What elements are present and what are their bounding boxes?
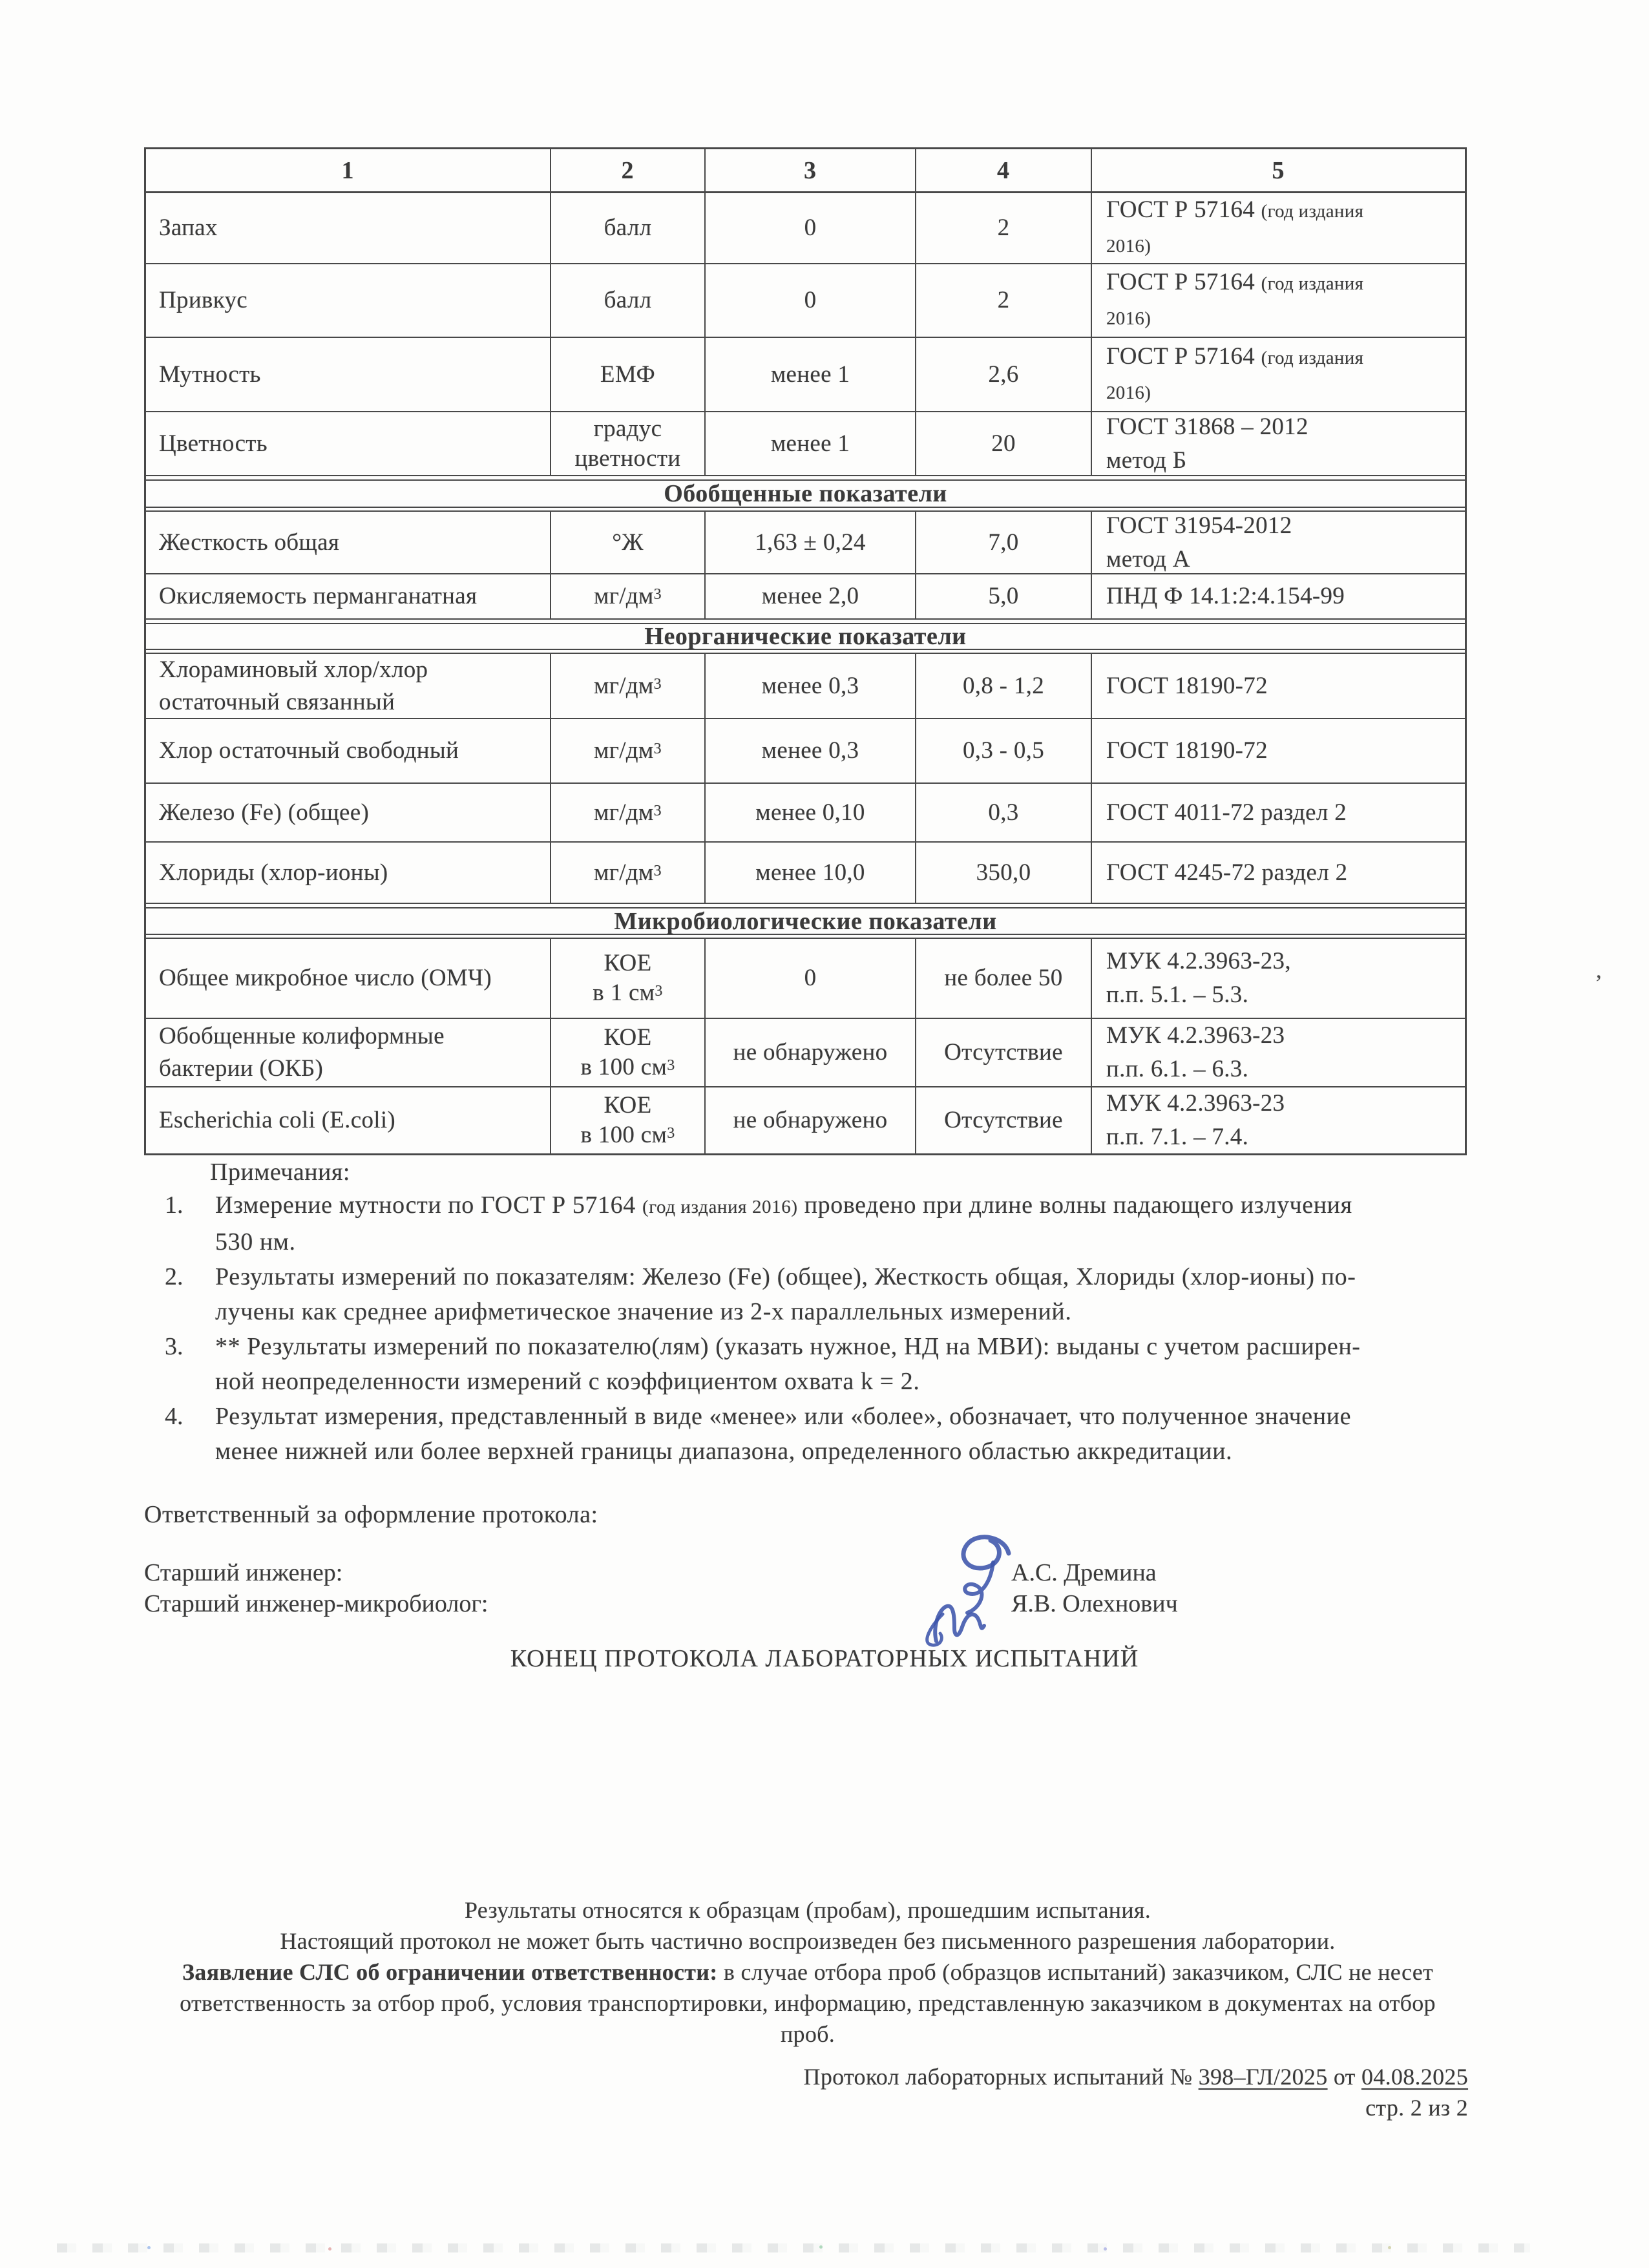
footer-line: ответственность за отбор проб, условия транспортировки, информацию, представленную заказчиком в документах на отбор bbox=[180, 1990, 1436, 2016]
cell-norm: 0,8 - 1,2 bbox=[916, 654, 1092, 718]
cell-result: не обнаружено bbox=[706, 1019, 916, 1086]
parameter-line: Запах bbox=[159, 215, 218, 241]
method-line: ГОСТ 4245-72 раздел 2 bbox=[1106, 859, 1348, 886]
cell-method bbox=[1092, 338, 1465, 411]
cell-method bbox=[1092, 784, 1465, 841]
cell-unit bbox=[551, 784, 706, 841]
parameter-line: Хлораминовый хлор/хлор bbox=[159, 656, 428, 683]
parameter-line: Жесткость общая bbox=[159, 529, 340, 556]
cell-result: менее 10,0 bbox=[706, 843, 916, 903]
table-row bbox=[146, 264, 1465, 338]
cell-method bbox=[1092, 1019, 1465, 1086]
unit-line: $мг/дм^3$ bbox=[594, 583, 662, 609]
cell-norm: 5,0 bbox=[916, 574, 1092, 618]
note-item bbox=[165, 1188, 1509, 1259]
cell-result: менее 0,3 bbox=[706, 719, 916, 782]
method-line: метод А bbox=[1106, 545, 1190, 572]
unit-line: $мг/дм^3$ bbox=[594, 672, 662, 699]
unit-line: в 100 $см^3$ bbox=[580, 1122, 675, 1148]
header-cell: 1 bbox=[146, 149, 551, 191]
cell-norm: Отсутствие bbox=[916, 1087, 1092, 1153]
signer-role: Старший инженер: bbox=[144, 1559, 343, 1586]
note-line: ** Результаты измерений по показателю(лям) (указать нужное, НД на МВИ): выданы с учетом расширен- bbox=[215, 1333, 1361, 1360]
method-line: ГОСТ Р 57164 (год издания bbox=[1106, 269, 1364, 295]
method-line: ГОСТ Р 57164 (год издания bbox=[1106, 342, 1364, 370]
unit-line: КОЕ bbox=[604, 1024, 652, 1051]
note-item bbox=[165, 1399, 1509, 1469]
unit-line: цветности bbox=[574, 445, 681, 472]
method-line: ГОСТ 4011-72 раздел 2 bbox=[1106, 799, 1347, 826]
note-line: Результат измерения, представленный в виде «менее» или «более», обозначает, что полученное значение bbox=[215, 1403, 1352, 1430]
parameter-line: Общее микробное число (ОМЧ) bbox=[159, 965, 492, 991]
cell-unit bbox=[551, 939, 706, 1018]
method-line: МУК 4.2.3963-23, bbox=[1106, 948, 1291, 974]
cell-unit bbox=[551, 843, 706, 903]
note-number: 4. bbox=[165, 1403, 184, 1430]
method-line: 2016) bbox=[1106, 382, 1151, 403]
unit-line: $мг/дм^3$ bbox=[594, 799, 662, 826]
note-number: 1. bbox=[165, 1192, 184, 1219]
end-of-protocol-line: КОНЕЦ ПРОТОКОЛА ЛАБОРАТОРНЫХ ИСПЫТАНИЙ bbox=[510, 1645, 1139, 1672]
method-line: МУК 4.2.3963-23 bbox=[1106, 1090, 1285, 1117]
cell-method bbox=[1092, 843, 1465, 903]
table-row bbox=[146, 510, 1465, 574]
cell-parameter bbox=[146, 654, 551, 718]
header-cell: 2 bbox=[551, 149, 706, 191]
responsible-line: Ответственный за оформление протокола: bbox=[144, 1501, 598, 1528]
method-line: ПНД Ф 14.1:2:4.154-99 bbox=[1106, 583, 1345, 609]
section-title-row: Обобщенные показатели bbox=[146, 479, 1465, 508]
parameter-line: Хлориды (хлор-ионы) bbox=[159, 859, 388, 886]
method-line: ГОСТ 18190-72 bbox=[1106, 737, 1268, 764]
method-line: п.п. 5.1. – 5.3. bbox=[1106, 982, 1249, 1008]
table-row bbox=[146, 412, 1465, 476]
cell-parameter bbox=[146, 193, 551, 263]
cell-parameter bbox=[146, 784, 551, 841]
signer-row bbox=[144, 1557, 1501, 1588]
cell-parameter bbox=[146, 574, 551, 618]
cell-method bbox=[1092, 574, 1465, 618]
method-line: метод Б bbox=[1106, 446, 1187, 474]
table-row bbox=[146, 653, 1465, 719]
table-row bbox=[146, 338, 1465, 412]
cell-result: 0 bbox=[706, 939, 916, 1018]
cell-norm: 350,0 bbox=[916, 843, 1092, 903]
method-line: МУК 4.2.3963-23 bbox=[1106, 1022, 1285, 1049]
header-cell: 4 bbox=[916, 149, 1092, 191]
protocol-number-line: Протокол лабораторных испытаний № 398–ГЛ/2025 от 04.08.2025 bbox=[803, 2064, 1468, 2090]
notes-label: Примечания: bbox=[210, 1159, 350, 1186]
scanner-edge-artifact bbox=[57, 2243, 1530, 2252]
cell-unit bbox=[551, 1019, 706, 1086]
table-row bbox=[146, 193, 1465, 264]
parameter-line: Мутность bbox=[159, 361, 261, 388]
method-line: п.п. 7.1. – 7.4. bbox=[1106, 1124, 1249, 1150]
note-item bbox=[165, 1329, 1509, 1399]
note-item bbox=[165, 1259, 1509, 1329]
parameter-line: Escherichia coli (E.coli) bbox=[159, 1107, 396, 1133]
method-line: ГОСТ Р 57164 (год издания bbox=[1106, 196, 1364, 223]
cell-parameter bbox=[146, 264, 551, 337]
table-row bbox=[146, 938, 1465, 1019]
cell-result: не обнаружено bbox=[706, 1087, 916, 1153]
parameter-line: Цветность bbox=[159, 430, 268, 457]
footer-block bbox=[65, 1895, 1551, 2123]
cell-method bbox=[1092, 719, 1465, 782]
signer-name: Я.В. Олехнович bbox=[1011, 1590, 1178, 1617]
parameter-line: Окисляемость перманганатная bbox=[159, 583, 478, 609]
unit-line: °Ж bbox=[612, 529, 644, 556]
cell-norm: 0,3 bbox=[916, 784, 1092, 841]
cell-unit bbox=[551, 1087, 706, 1153]
cell-result: менее 1 bbox=[706, 338, 916, 411]
table-row bbox=[146, 843, 1465, 904]
footer-line: проб. bbox=[780, 2021, 835, 2047]
method-line: ГОСТ 31954-2012 bbox=[1106, 512, 1292, 539]
cell-method bbox=[1092, 939, 1465, 1018]
note-line: 530 нм. bbox=[215, 1228, 296, 1255]
cell-parameter bbox=[146, 412, 551, 475]
unit-line: балл bbox=[604, 287, 652, 313]
signers-block bbox=[144, 1557, 1501, 1619]
handwritten-signature bbox=[895, 1530, 1037, 1650]
table-row bbox=[146, 1087, 1465, 1153]
table-row bbox=[146, 574, 1465, 620]
section-title-row: Микробиологические показатели bbox=[146, 907, 1465, 935]
cell-norm: Отсутствие bbox=[916, 1019, 1092, 1086]
cell-result: менее 0,10 bbox=[706, 784, 916, 841]
cell-norm: 20 bbox=[916, 412, 1092, 475]
cell-unit bbox=[551, 719, 706, 782]
unit-line: в 100 $см^3$ bbox=[580, 1054, 675, 1080]
header-cell: 3 bbox=[706, 149, 916, 191]
table-row bbox=[146, 784, 1465, 843]
parameter-line: Железо (Fe) (общее) bbox=[159, 799, 370, 826]
note-line: Результаты измерений по показателям: Железо (Fe) (общее), Жесткость общая, Хлориды (хлор-ионы) по- bbox=[215, 1263, 1356, 1290]
cell-parameter bbox=[146, 338, 551, 411]
header-cell: 5 bbox=[1272, 156, 1285, 184]
table-row bbox=[146, 1019, 1465, 1087]
unit-line: ЕМФ bbox=[600, 361, 656, 388]
lab-results-table bbox=[144, 147, 1467, 1155]
page-number-line: стр. 2 из 2 bbox=[1365, 2095, 1468, 2121]
signer-role: Старший инженер-микробиолог: bbox=[144, 1590, 488, 1617]
cell-unit bbox=[551, 512, 706, 573]
section-title-row: Неорганические показатели bbox=[146, 623, 1465, 650]
cell-method bbox=[1092, 654, 1465, 718]
cell-parameter bbox=[146, 939, 551, 1018]
footer-line: Результаты относятся к образцам (пробам), прошедшим испытания. bbox=[464, 1897, 1151, 1923]
cell-norm: 2 bbox=[916, 264, 1092, 337]
method-line: п.п. 6.1. – 6.3. bbox=[1106, 1056, 1249, 1082]
cell-method bbox=[1092, 1087, 1465, 1153]
cell-method bbox=[1092, 412, 1465, 475]
note-number: 3. bbox=[165, 1333, 184, 1360]
footer-disclaimer-line: Заявление СЛС об ограничении ответственности: в случае отбора проб (образцов испытаний) заказчиком, СЛС не несет bbox=[182, 1959, 1434, 1985]
parameter-line: бактерии (ОКБ) bbox=[159, 1055, 324, 1082]
parameter-line: Привкус bbox=[159, 287, 247, 313]
cell-result: менее 0,3 bbox=[706, 654, 916, 718]
method-line: 2016) bbox=[1106, 308, 1151, 329]
cell-norm: 0,3 - 0,5 bbox=[916, 719, 1092, 782]
cell-unit bbox=[551, 654, 706, 718]
cell-result: менее 2,0 bbox=[706, 574, 916, 618]
unit-line: КОЕ bbox=[604, 950, 652, 976]
table-row bbox=[146, 719, 1465, 784]
note-text bbox=[215, 1259, 1509, 1329]
table-header-row bbox=[146, 149, 1465, 193]
cell-unit bbox=[551, 412, 706, 475]
note-line: лучены как среднее арифметическое значение из 2-х параллельных измерений. bbox=[215, 1298, 1072, 1325]
cell-norm: 2,6 bbox=[916, 338, 1092, 411]
method-line: ГОСТ 18190-72 bbox=[1106, 672, 1268, 699]
note-line: менее нижней или более верхней границы диапазона, определенного областью аккредитации. bbox=[215, 1438, 1233, 1465]
cell-result: 1,63 ± 0,24 bbox=[706, 512, 916, 573]
unit-line: $мг/дм^3$ bbox=[594, 859, 662, 886]
unit-line: балл bbox=[604, 215, 652, 241]
note-line: ной неопределенности измерений с коэффициентом охвата k = 2. bbox=[215, 1368, 920, 1395]
cell-unit bbox=[551, 193, 706, 263]
method-line: 2016) bbox=[1106, 236, 1151, 257]
cell-unit bbox=[551, 574, 706, 618]
cell-parameter bbox=[146, 719, 551, 782]
parameter-line: Обобщенные колиформные bbox=[159, 1023, 445, 1049]
cell-norm: 7,0 bbox=[916, 512, 1092, 573]
footer-line: Настоящий протокол не может быть частично воспроизведен без письменного разрешения лаборатории. bbox=[280, 1928, 1336, 1954]
cell-parameter bbox=[146, 1087, 551, 1153]
cell-parameter bbox=[146, 843, 551, 903]
note-text bbox=[215, 1329, 1509, 1399]
cell-norm: не более 50 bbox=[916, 939, 1092, 1018]
cell-method bbox=[1092, 512, 1465, 573]
scan-stray-mark: ’ bbox=[1595, 970, 1602, 996]
signer-row bbox=[144, 1588, 1501, 1619]
cell-norm: 2 bbox=[916, 193, 1092, 263]
parameter-line: остаточный связанный bbox=[159, 688, 395, 715]
cell-unit bbox=[551, 338, 706, 411]
unit-line: $мг/дм^3$ bbox=[594, 737, 662, 764]
method-line: ГОСТ 31868 – 2012 bbox=[1106, 413, 1308, 440]
notes-section bbox=[165, 1188, 1509, 1469]
note-text bbox=[215, 1399, 1509, 1469]
cell-result: 0 bbox=[706, 193, 916, 263]
cell-parameter bbox=[146, 512, 551, 573]
cell-unit bbox=[551, 264, 706, 337]
note-line: Измерение мутности по ГОСТ Р 57164 (год издания 2016) проведено при длине волны падающего излучения bbox=[215, 1192, 1352, 1219]
unit-line: градус bbox=[593, 415, 662, 442]
note-text bbox=[215, 1188, 1509, 1259]
signer-name: А.С. Дремина bbox=[1011, 1559, 1157, 1586]
unit-line: КОЕ bbox=[604, 1092, 652, 1118]
note-number: 2. bbox=[165, 1263, 184, 1290]
cell-result: менее 1 bbox=[706, 412, 916, 475]
cell-method bbox=[1092, 264, 1465, 337]
cell-method bbox=[1092, 193, 1465, 263]
parameter-line: Хлор остаточный свободный bbox=[159, 737, 459, 764]
unit-line: в 1 $см^3$ bbox=[593, 980, 663, 1006]
cell-result: 0 bbox=[706, 264, 916, 337]
cell-parameter bbox=[146, 1019, 551, 1086]
